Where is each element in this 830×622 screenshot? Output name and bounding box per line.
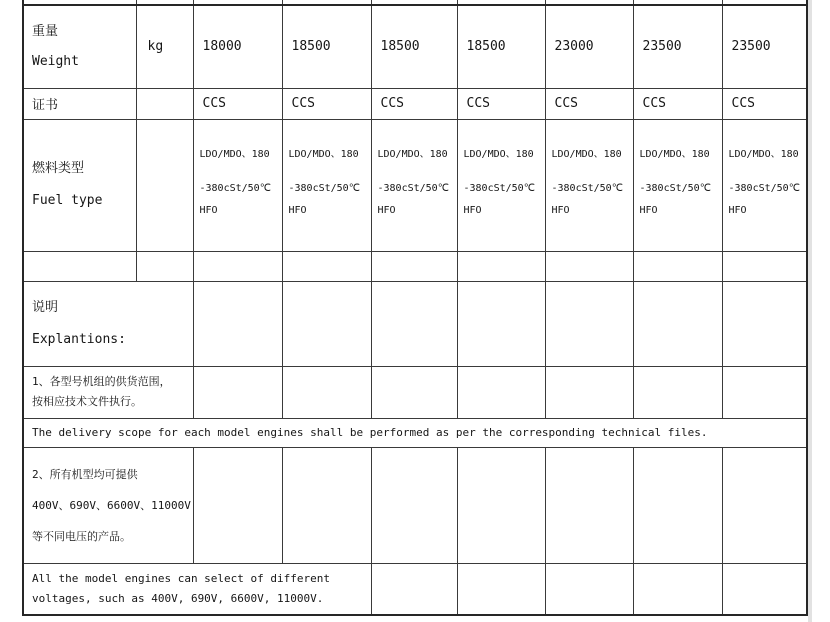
note2-english-line2: voltages, such as 400V, 690V, 6600V, 11000V. <box>32 591 324 605</box>
certificate-value-cell: CCS <box>282 88 371 119</box>
empty-cell <box>457 447 545 563</box>
fuel-line3: HFO <box>728 204 747 216</box>
empty-cell <box>457 281 545 366</box>
explanations-heading-en: Explantions: <box>32 331 126 347</box>
empty-cell <box>371 563 457 615</box>
empty-cell <box>193 447 282 563</box>
empty-cell <box>633 447 722 563</box>
empty-cell <box>722 366 807 418</box>
weight-value-cell: 23500 <box>722 5 807 88</box>
empty-cell <box>633 563 722 615</box>
empty-cell <box>23 251 136 281</box>
weight-label-zh: 重量 <box>32 23 59 39</box>
note2-english-row <box>23 563 807 615</box>
note2-english-cell <box>23 563 371 615</box>
empty-cell <box>457 251 545 281</box>
empty-row <box>23 251 807 281</box>
fuel-line2: -380cSt/50℃ <box>199 182 271 194</box>
empty-cell <box>545 563 633 615</box>
note1-cell <box>23 366 193 418</box>
fuel-value-cell <box>545 119 633 251</box>
fuel-line3: HFO <box>463 204 482 216</box>
fuel-line1: LDO/MDO、180 <box>199 148 270 160</box>
note2-line2: 400V、690V、6600V、11000V <box>32 498 191 512</box>
fuel-line3: HFO <box>551 204 570 216</box>
certificate-row <box>23 88 807 119</box>
empty-cell <box>457 563 545 615</box>
empty-cell <box>371 366 457 418</box>
explanations-heading-row <box>23 281 807 366</box>
fuel-value-cell <box>633 119 722 251</box>
fuel-line1: LDO/MDO、180 <box>551 148 622 160</box>
weight-unit-cell: kg <box>136 5 193 88</box>
empty-cell <box>722 251 807 281</box>
weight-value-cell: 18500 <box>371 5 457 88</box>
explanations-heading-zh: 说明 <box>32 299 59 315</box>
empty-cell <box>545 251 633 281</box>
fuel-line2: -380cSt/50℃ <box>377 182 449 194</box>
note2-row <box>23 447 807 563</box>
empty-cell <box>545 281 633 366</box>
explanations-heading-cell <box>23 281 193 366</box>
weight-value-cell: 23000 <box>545 5 633 88</box>
fuel-line3: HFO <box>199 204 218 216</box>
fuel-line1: LDO/MDO、180 <box>463 148 534 160</box>
empty-cell <box>633 251 722 281</box>
certificate-value-cell: CCS <box>193 88 282 119</box>
note1-line1: 1、各型号机组的供货范围， <box>32 375 171 388</box>
empty-cell <box>282 366 371 418</box>
certificate-value-cell: CCS <box>633 88 722 119</box>
empty-cell <box>136 251 193 281</box>
empty-cell <box>193 251 282 281</box>
empty-cell <box>633 281 722 366</box>
empty-cell <box>633 366 722 418</box>
fuel-value-cell <box>193 119 282 251</box>
fuel-line2: -380cSt/50℃ <box>551 182 623 194</box>
note1-english-row <box>23 418 807 447</box>
weight-label-en: Weight <box>32 53 79 69</box>
fuel-label-zh: 燃料类型 <box>32 161 85 176</box>
empty-cell <box>457 366 545 418</box>
fuel-line1: LDO/MDO、180 <box>288 148 359 160</box>
empty-cell <box>545 366 633 418</box>
certificate-unit-cell <box>136 88 193 119</box>
spec-table-wrapper <box>22 0 808 616</box>
note1-english-cell: The delivery scope for each model engines shall be performed as per the corresponding technical files. <box>23 418 807 447</box>
empty-cell <box>722 563 807 615</box>
fuel-row <box>23 119 807 251</box>
spec-table <box>22 0 808 616</box>
certificate-value-cell: CCS <box>457 88 545 119</box>
note1-line2: 按相应技术文件执行。 <box>32 395 142 408</box>
fuel-line3: HFO <box>288 204 307 216</box>
fuel-line2: -380cSt/50℃ <box>463 182 535 194</box>
fuel-value-cell <box>282 119 371 251</box>
fuel-line2: -380cSt/50℃ <box>639 182 711 194</box>
empty-cell <box>193 281 282 366</box>
fuel-value-cell <box>457 119 545 251</box>
certificate-value-cell: CCS <box>371 88 457 119</box>
note2-line3: 等不同电压的产品。 <box>32 529 131 543</box>
note2-english-line1: All the model engines can select of different <box>32 571 331 585</box>
fuel-value-cell <box>722 119 807 251</box>
empty-cell <box>282 251 371 281</box>
fuel-label-cell <box>23 119 136 251</box>
weight-value-cell: 18500 <box>282 5 371 88</box>
empty-cell <box>722 447 807 563</box>
note2-line1: 2、所有机型均可提供 <box>32 467 138 481</box>
fuel-line2: -380cSt/50℃ <box>288 182 360 194</box>
weight-value-cell: 18000 <box>193 5 282 88</box>
empty-cell <box>282 447 371 563</box>
page-edge-strip <box>808 0 812 622</box>
weight-value-cell: 23500 <box>633 5 722 88</box>
weight-label-cell <box>23 5 136 88</box>
empty-cell <box>722 281 807 366</box>
weight-row <box>23 5 807 88</box>
fuel-line1: LDO/MDO、180 <box>728 148 799 160</box>
fuel-line3: HFO <box>639 204 658 216</box>
note1-row <box>23 366 807 418</box>
empty-cell <box>545 447 633 563</box>
fuel-value-cell <box>371 119 457 251</box>
fuel-line1: LDO/MDO、180 <box>639 148 710 160</box>
empty-cell <box>282 281 371 366</box>
note2-cell <box>23 447 193 563</box>
fuel-line1: LDO/MDO、180 <box>377 148 448 160</box>
certificate-value-cell: CCS <box>545 88 633 119</box>
certificate-label-cell: 证书 <box>23 88 136 119</box>
certificate-value-cell: CCS <box>722 88 807 119</box>
fuel-line3: HFO <box>377 204 396 216</box>
empty-cell <box>371 447 457 563</box>
empty-cell <box>371 281 457 366</box>
fuel-unit-cell <box>136 119 193 251</box>
empty-cell <box>193 366 282 418</box>
fuel-line2: -380cSt/50℃ <box>728 182 800 194</box>
fuel-label-en: Fuel type <box>32 193 103 208</box>
weight-value-cell: 18500 <box>457 5 545 88</box>
empty-cell <box>371 251 457 281</box>
